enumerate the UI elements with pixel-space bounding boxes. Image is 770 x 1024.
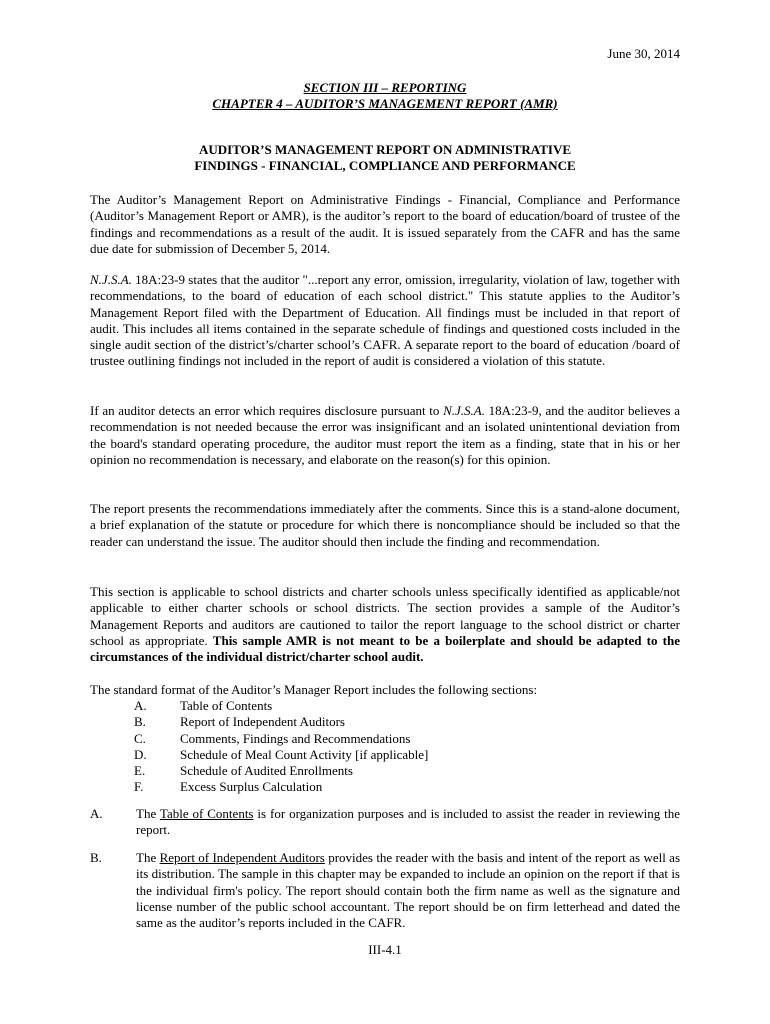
document-page (90, 0, 680, 1024)
list-item-letter: A. (134, 698, 147, 713)
statute-citation: N.J.S.A. (443, 403, 485, 418)
item-text (136, 806, 680, 839)
list-item-label: Table of Contents (180, 698, 273, 713)
item-report-of-independent-auditors (90, 850, 680, 931)
document-title-line1: AUDITOR’S MANAGEMENT REPORT ON ADMINISTRATIVE (198, 142, 572, 157)
paragraph-recommendations: The report presents the recommendations immediately after the comments. Since this is a stand-alone document, a brief explanation of the statute or procedure for which there is noncompliance should be included so that the reader can understand the issue. The auditor should then include the finding and recommendation. (90, 501, 680, 549)
list-item-letter: B. (134, 714, 146, 730)
table-of-contents-term: Table of Contents (159, 806, 254, 821)
list-item (134, 698, 428, 714)
list-item (134, 763, 428, 779)
list-item (134, 714, 428, 730)
list-item (134, 731, 428, 747)
list-item (134, 747, 428, 763)
item-table-of-contents (90, 806, 680, 839)
paragraph-error-disclosure (90, 403, 680, 468)
list-item-label: Report of Independent Auditors (180, 714, 345, 730)
section-heading (90, 80, 680, 112)
paragraph-intro: The Auditor’s Management Report on Administrative Findings - Financial, Compliance and Performance (Auditor’s Management Report or AMR), is the auditor’s report to the board of education/board of trustee of the findings and recommendations as a result of the audit. It is issued separately from the CAFR and has the same due date for submission of December 5, 2014. (90, 192, 680, 256)
statute-citation: N.J.S.A. (90, 272, 132, 287)
document-title (90, 142, 680, 174)
paragraph-statute-text: 18A:23-9 states that the auditor "...report any error, omission, irregularity, violation of law, together with recommendations, to the board of education of each school district." This statute applies to the Auditor’s Management Report filed with the Department of Education. All findings must be included in that report of audit. This includes all items contained in the separate schedule of findings and questioned costs included in the single audit section of the district’s/charter school’s CAFR. A separate report to the board of education /board of trustee outlining findings not included in the report of audit is considered a violation of this statute. (90, 272, 680, 369)
item-text (136, 850, 680, 931)
list-item-label: Schedule of Meal Count Activity [if applicable] (180, 746, 429, 762)
item-text-pre: The (136, 806, 160, 821)
paragraph-applicability-text: This section is applicable to school districts and charter schools unless specifically identified as applicable/not applicable to either charter schools or school districts. The section provides a sample of the Auditor’s Management Reports and auditors are cautioned to tailor the report language to the school district or charter school as appropriate. (90, 584, 680, 648)
section-title: SECTION III – REPORTING (303, 80, 467, 95)
list-item-letter: E. (134, 763, 146, 779)
chapter-title: CHAPTER 4 – AUDITOR’S MANAGEMENT REPORT (AMR) (212, 96, 558, 111)
list-item-letter: F. (134, 779, 144, 795)
list-item-label: Comments, Findings and Recommendations (180, 730, 411, 746)
sections-list (134, 698, 428, 796)
paragraph-format-intro: The standard format of the Auditor’s Manager Report includes the following sections: (90, 682, 538, 697)
item-text-post: provides the reader with the basis and intent of the report as well as its distribution. The sample in this chapter may be expanded to include an opinion on the report if that is the individual firm's policy. The report should contain both the firm name as well as the signature and license number of the public school accountant. The report should be on firm letterhead and dated the same as the auditor’s reports included in the CAFR. (136, 850, 681, 931)
report-date: June 30, 2014 (607, 46, 680, 61)
paragraph-statute (90, 272, 680, 370)
boilerplate-warning: This sample AMR is not meant to be a boilerplate and should be adapted to the circumstances of the individual district/charter school audit. (90, 632, 680, 665)
paragraph-applicability (90, 584, 680, 665)
paragraph-error-start: If an auditor detects an error which requires disclosure pursuant to (90, 403, 444, 418)
list-item-letter: D. (134, 746, 147, 762)
document-title-line2: FINDINGS - FINANCIAL, COMPLIANCE AND PERFORMANCE (194, 158, 576, 173)
page-number: III-4.1 (368, 942, 402, 957)
list-item-label: Schedule of Audited Enrollments (180, 763, 353, 779)
item-letter: A. (90, 806, 103, 821)
item-text-pre: The (136, 850, 160, 865)
report-of-independent-auditors-term: Report of Independent Auditors (159, 850, 325, 865)
list-item (134, 779, 428, 795)
item-letter: B. (90, 850, 102, 865)
paragraph-error-rest: 18A:23-9, and the auditor believes a recommendation is not needed because the error was insignificant and an isolated unintentional deviation from the board's standard operating procedure, the auditor must report the item as a finding, state that in his or her opinion no recommendation is necessary, and elaborate on the reason(s) for this opinion. (90, 403, 681, 467)
list-item-letter: C. (134, 730, 146, 746)
list-item-label: Excess Surplus Calculation (180, 779, 323, 795)
item-text-post: is for organization purposes and is included to assist the reader in reviewing the report. (136, 806, 680, 838)
